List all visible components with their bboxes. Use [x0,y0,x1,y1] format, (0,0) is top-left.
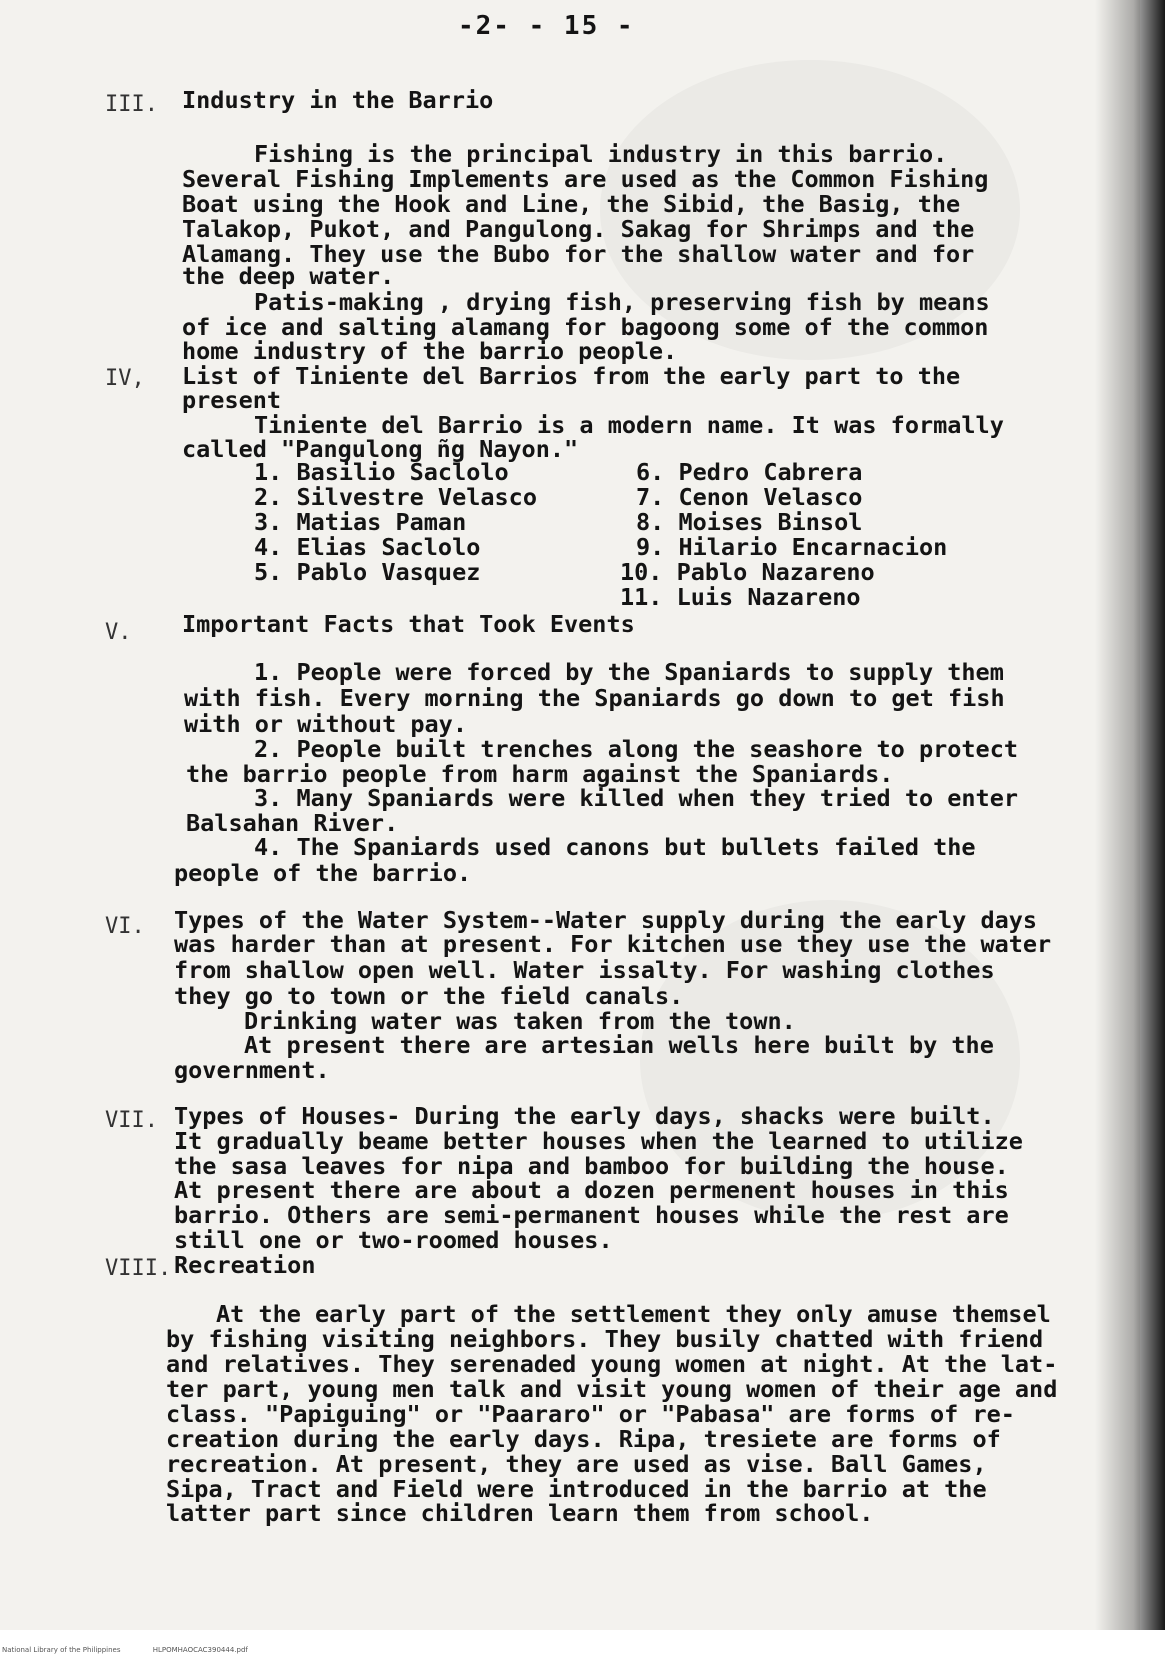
list-item: 7. Cenon Velasco [636,483,863,511]
list-item: 3. Matias Paman [254,508,467,536]
text-line: barrio. Others are semi-permanent houses while the rest are [174,1201,1009,1229]
list-item: 8. Moises Binsol [636,508,863,536]
text-line: latter part since children learn them from school. [166,1499,874,1527]
text-line: people of the barrio. [174,859,472,887]
section-numeral: VIII. [105,1256,172,1281]
text-line: called "Pangulong ñg Nayon." [182,435,579,463]
tiniente-list-right [620,460,947,610]
text-line: from shallow open well. Water issalty. For washing clothes [174,956,995,984]
section-heading: Important Facts that Took Events [182,610,635,638]
list-item: 1. Basilio Saclolo [254,458,509,486]
text-line: 2. People built trenches along the seashore to protect [254,735,1019,763]
text-line: Alamang. They use the Bubo for the shallow water and for [182,240,975,268]
list-item: 6. Pedro Cabrera [636,458,863,486]
text-line: Fishing is the principal industry in this barrio. [254,140,948,168]
text-line: the deep water. [182,262,395,290]
footer-library: National Library of the Philippines [2,1646,121,1654]
text-line: class. "Papiguing" or "Paararo" or "Pabasa" are forms of re- [166,1400,1015,1428]
text-line: and relatives. They serenaded young women at night. At the lat- [166,1350,1058,1378]
text-line: It gradually beame better houses when the learned to utilize [174,1127,1023,1155]
scan-footer [2,1646,278,1654]
text-line: Drinking water was taken from the town. [244,1007,796,1035]
text-line: At present there are about a dozen permenent houses in this [174,1176,1009,1204]
section-numeral: V. [105,620,132,645]
section-numeral: III. [105,92,158,117]
section-heading: List of Tiniente del Barrios from the early part to the [182,362,961,390]
text-line: with fish. Every morning the Spaniards go down to get fish [184,684,1005,712]
text-line: Talakop, Pukot, and Pangulong. Sakag for Shrimps and the [182,215,975,243]
text-line: Sipa, Tract and Field were introduced in the barrio at the [166,1475,987,1503]
text-line: recreation. At present, they are used as vise. Ball Games, [166,1450,987,1478]
text-line: Boat using the Hook and Line, the Sibid, the Basig, the [182,190,961,218]
text-line: 4. The Spaniards used canons but bullets failed the [254,833,976,861]
text-line: with or without pay. [184,710,467,738]
list-item: 2. Silvestre Velasco [254,483,537,511]
text-line: the barrio people from harm against the Spaniards. [186,760,894,788]
text-line: was harder than at present. For kitchen use they use the water [174,930,1052,958]
section-numeral: VI. [105,914,145,939]
text-line: Several Fishing Implements are used as the Common Fishing [182,165,989,193]
text-line: Patis-making , drying fish, preserving fish by means [254,288,990,316]
text-line: government. [174,1056,330,1084]
page-number: -2- - 15 - [458,11,635,41]
text-line: Balsahan River. [186,809,399,837]
text-line: of ice and salting alamang for bagoong some of the common [182,313,989,341]
section-numeral: VII. [105,1108,158,1133]
text-line: the sasa leaves for nipa and bamboo for building the house. [174,1152,1009,1180]
text-line: present [182,386,282,414]
text-line: Tiniente del Barrio is a modern name. It was formally [254,411,1004,439]
text-line: home industry of the barrio people. [182,337,678,365]
text-line: they go to town or the field canals. [174,982,684,1010]
section-heading: Types of the Water System--Water supply during the early days [174,906,1038,934]
list-item: 5. Pablo Vasquez [254,558,481,586]
section-heading: Industry in the Barrio [182,86,494,114]
tiniente-list-left [254,460,537,585]
list-item: 9. Hilario Encarnacion [636,533,948,561]
text-line: 3. Many Spaniards were killed when they tried to enter [254,784,1019,812]
section-numeral: IV, [105,366,145,391]
text-line: still one or two-roomed houses. [174,1226,613,1254]
list-item: 4. Elias Saclolo [254,533,481,561]
list-item: 11. Luis Nazareno [620,583,861,611]
footer-file: HLPOMHAOCAC390444.pdf [152,1646,248,1654]
text-line: ter part, young men talk and visit young women of their age and [166,1375,1058,1403]
text-line: 1. People were forced by the Spaniards to supply them [254,658,1004,686]
list-item: 10. Pablo Nazareno [620,558,875,586]
section-heading: Types of Houses- During the early days, shacks were built. [174,1102,995,1130]
text-line: by fishing visiting neighbors. They busily chatted with friend [166,1325,1044,1353]
section-heading: Recreation [174,1251,316,1279]
text-line: At present there are artesian wells here built by the [244,1031,994,1059]
text-line: creation during the early days. Ripa, tresiete are forms of [166,1425,1001,1453]
text-line: At the early part of the settlement they only amuse themsel [216,1300,1051,1328]
